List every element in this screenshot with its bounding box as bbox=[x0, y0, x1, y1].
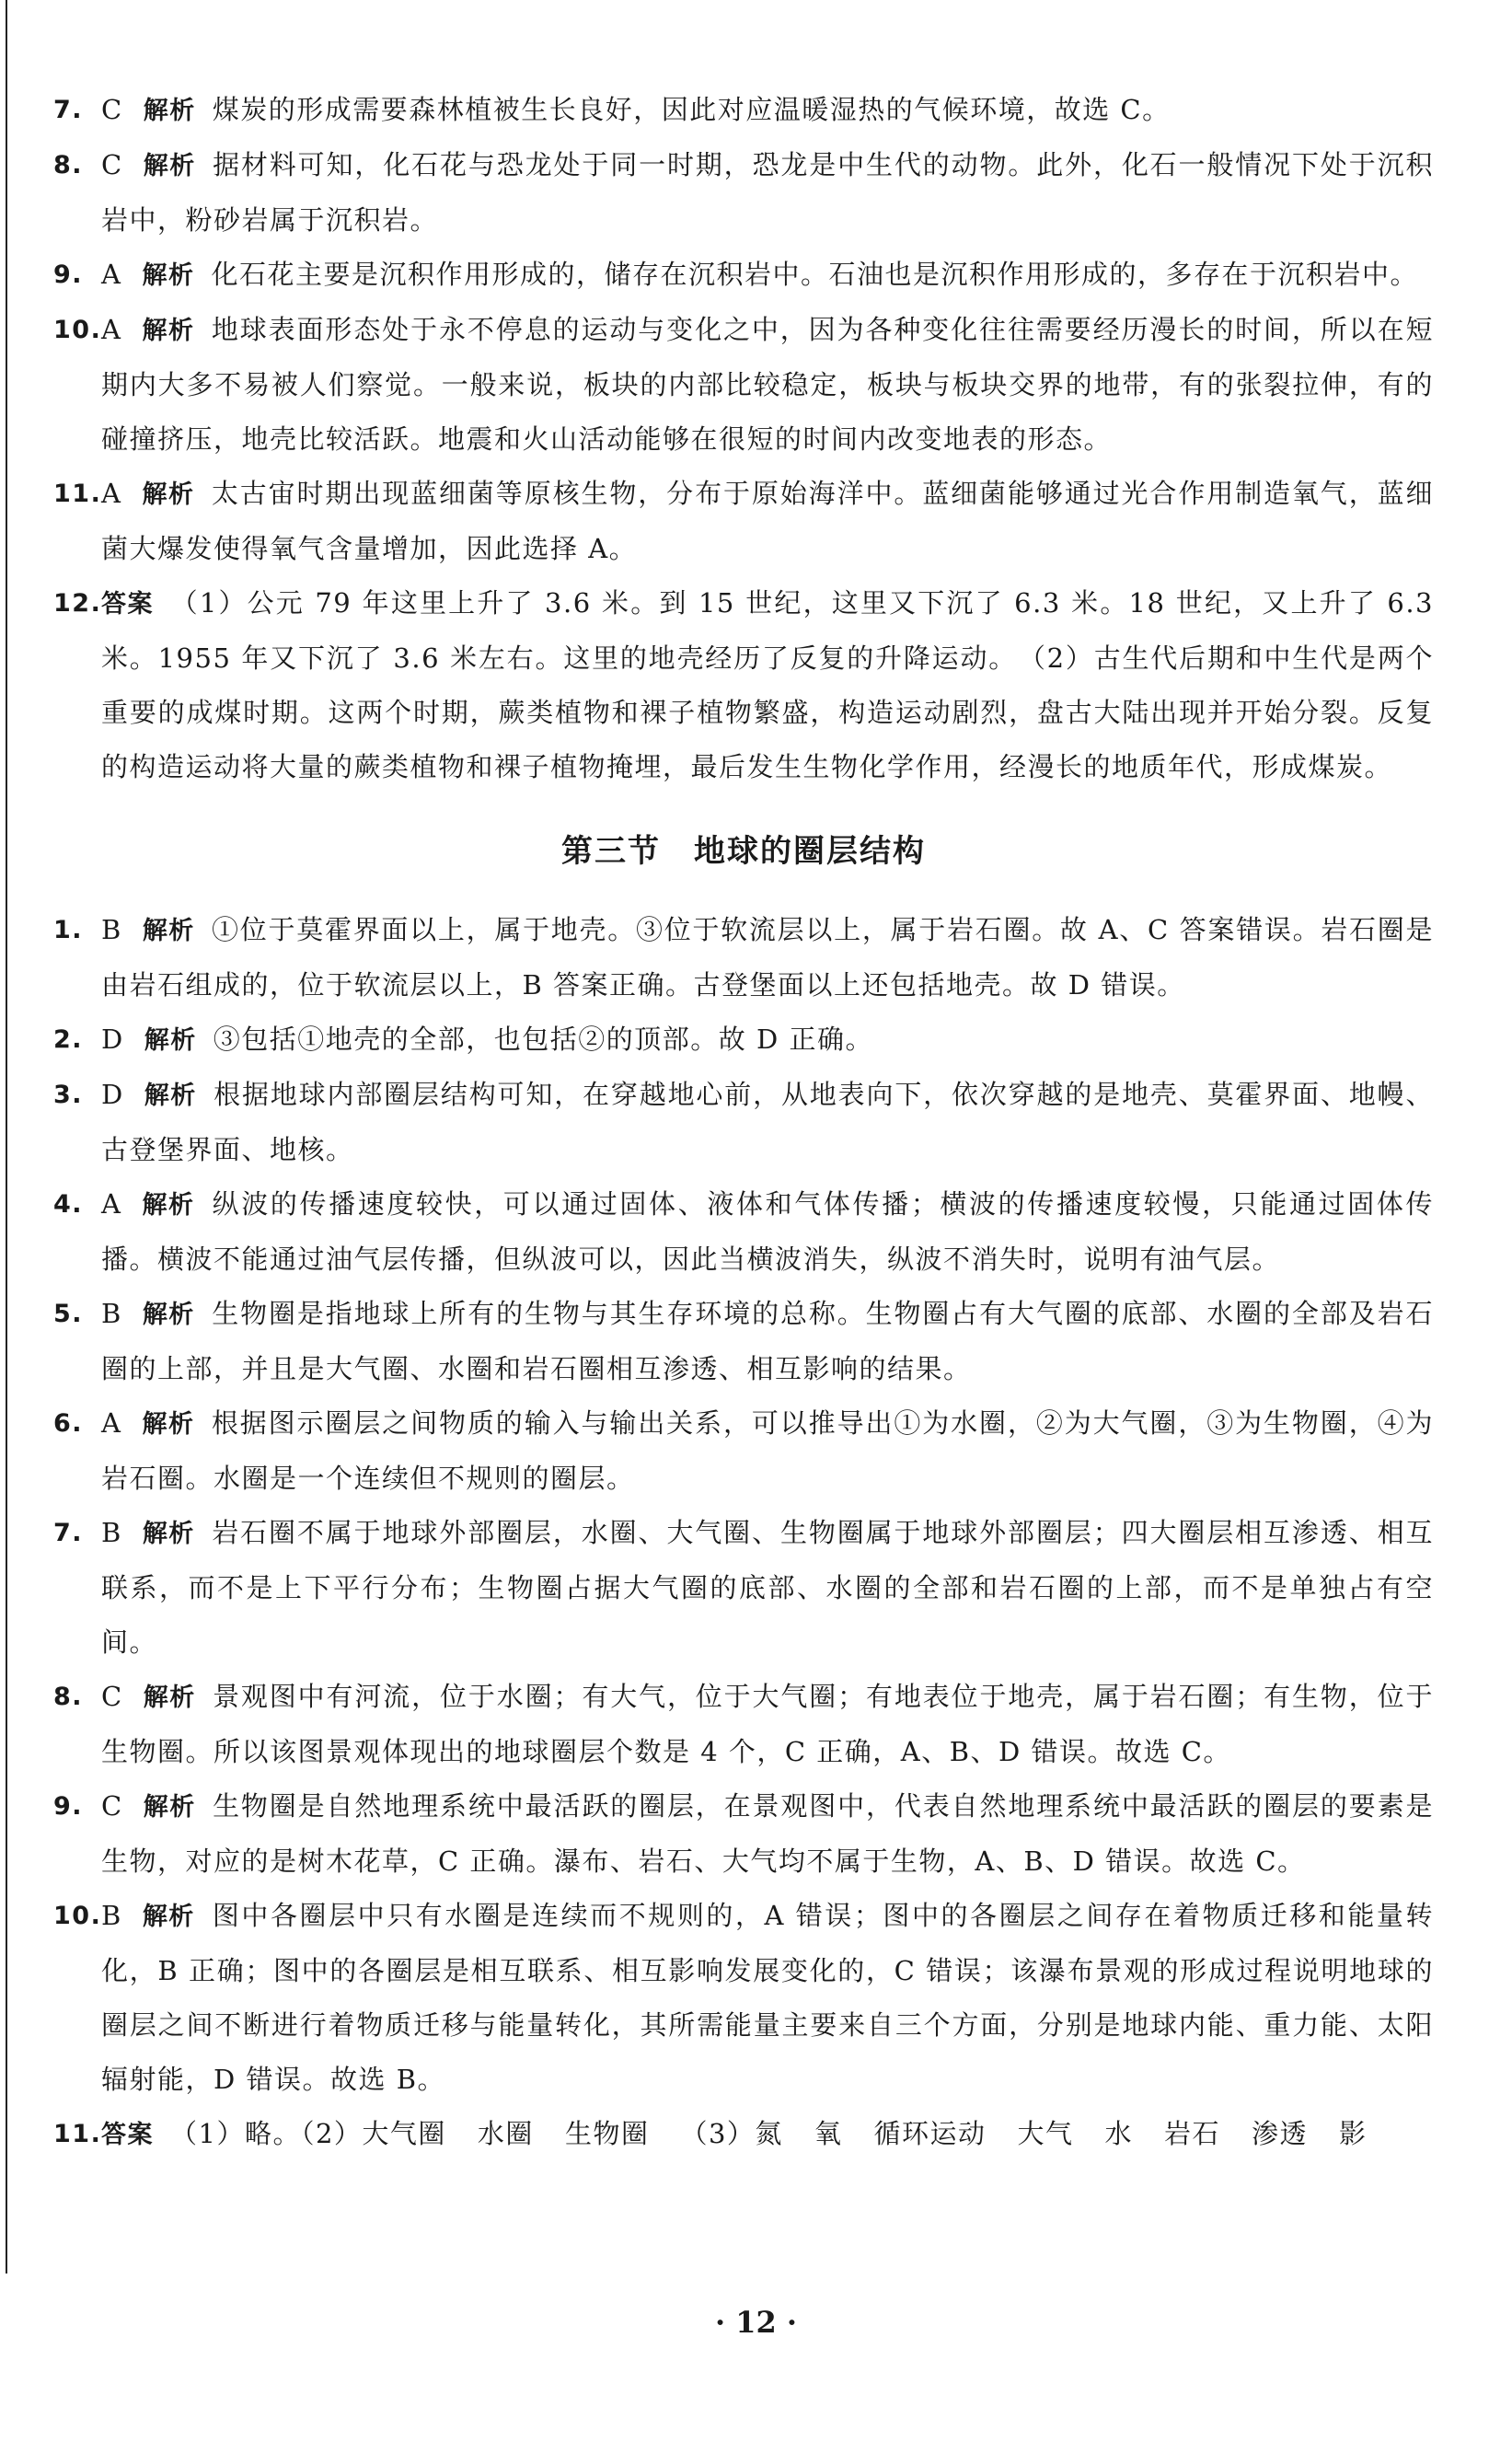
item-answer: A bbox=[101, 259, 122, 290]
fill-answer: 渗透 bbox=[1252, 2118, 1309, 2149]
item-answer: C bbox=[101, 94, 123, 125]
answer-item bbox=[53, 1506, 1434, 1670]
answer-item bbox=[53, 2107, 1434, 2162]
item-answer: A bbox=[101, 314, 122, 345]
item-answer: B bbox=[101, 1900, 122, 1931]
item-text: 生物圈是指地球上所有的生物与其生存环境的总称。生物圈占有大气圈的底部、水圈的全部及岩石圈的上部，并且是大气圈、水圈和岩石圈相互渗透、相互影响的结果。 bbox=[101, 1298, 1434, 1384]
item-label: 解析 bbox=[143, 1684, 196, 1712]
item-number: 5. bbox=[53, 1300, 84, 1328]
answer-item bbox=[53, 1287, 1434, 1396]
item-part-2-prefix: （2） bbox=[300, 2118, 363, 2149]
item-number: 7. bbox=[53, 96, 84, 124]
item-number: 11. bbox=[53, 2120, 102, 2148]
item-text: 图中各圈层中只有水圈是连续而不规则的，A 错误；图中的各圈层之间存在着物质迁移和能量转化，B 正确；图中的各圈层是相互联系、相互影响发展变化的，C 错误；该瀑布景观的形成过程说明地球的圈层之间不断进行着物质迁移与能量转化，其所需能量主要来自三个方面，分别是地球内能、重力能、太阳辐射能，D 错误。故选 B。 bbox=[101, 1900, 1434, 2095]
item-text: （1）公元 79 年这里上升了 3.6 米。到 15 世纪，这里又下沉了 6.3 米。18 世纪，又上升了 6.3 米。1955 年又下沉了 3.6 米左右。这里的地壳经历了反复的升降运动。 （2）古生代后期和中生代是两个重要的成煤时期。这两个时期，蕨类植物和裸子植物繁盛，构造运动剧烈，盘古大陆出现并开始分裂。反复的构造运动将大量的蕨类植物和裸子植物掩埋，最后发生生物化学作用，经漫长的地质年代，形成煤炭。 bbox=[101, 587, 1434, 782]
item-number: 11. bbox=[53, 480, 102, 508]
item-answer: A bbox=[101, 1188, 122, 1220]
item-text: 生物圈是自然地理系统中最活跃的圈层，在景观图中，代表自然地理系统中最活跃的圈层的要素是生物，对应的是树木花草，C 正确。瀑布、岩石、大气均不属于生物，A、B、D 错误。故选 C。 bbox=[101, 1790, 1434, 1877]
page-number: · 12 · bbox=[714, 2305, 798, 2340]
section-title: 第三节 地球的圈层结构 bbox=[561, 833, 926, 870]
fill-answer: 循环运动 bbox=[873, 2118, 987, 2149]
item-label: 答案 bbox=[101, 590, 154, 619]
item-part-3-prefix: （3） bbox=[680, 2118, 756, 2149]
item-number: 10. bbox=[53, 316, 102, 344]
item-text: 化石花主要是沉积作用形成的，储存在沉积岩中。石油也是沉积作用形成的，多存在于沉积岩中。 bbox=[211, 259, 1418, 290]
answer-item bbox=[53, 1068, 1434, 1177]
item-text: 根据地球内部圈层结构可知，在穿越地心前，从地表向下，依次穿越的是地壳、莫霍界面、地幔、古登堡界面、地核。 bbox=[101, 1079, 1434, 1165]
item-text: 根据图示圈层之间物质的输入与输出关系，可以推导出①为水圈，②为大气圈，③为生物圈，④为岩石圈。水圈是一个连续但不规则的圈层。 bbox=[101, 1407, 1434, 1494]
item-number: 10. bbox=[53, 1902, 102, 1930]
fill-answer: 水圈 bbox=[477, 2118, 534, 2149]
item-label: 解析 bbox=[142, 1410, 195, 1439]
item-text: 据材料可知，化石花与恐龙处于同一时期，恐龙是中生代的动物。此外，化石一般情况下处于沉积岩中，粉砂岩属于沉积岩。 bbox=[101, 149, 1434, 236]
answer-item bbox=[53, 83, 1434, 138]
item-label: 解析 bbox=[143, 97, 196, 125]
answer-content bbox=[53, 83, 1434, 2162]
item-label: 解析 bbox=[142, 917, 195, 945]
fill-answer: 生物圈 bbox=[564, 2118, 650, 2149]
item-number: 1. bbox=[53, 916, 84, 944]
fill-answer: 水 bbox=[1104, 2118, 1133, 2149]
answer-item bbox=[53, 903, 1434, 1012]
fill-answer: 影 bbox=[1339, 2118, 1368, 2149]
item-answer: C bbox=[101, 1790, 123, 1822]
item-answer: A bbox=[101, 478, 122, 509]
fill-answer: 氮 bbox=[755, 2118, 783, 2149]
item-number: 8. bbox=[53, 151, 84, 179]
item-number: 7. bbox=[53, 1519, 84, 1547]
item-number: 6. bbox=[53, 1409, 84, 1438]
answer-item bbox=[53, 1177, 1434, 1287]
item-number: 3. bbox=[53, 1081, 84, 1109]
item-number: 9. bbox=[53, 260, 84, 289]
fill-answer: 氧 bbox=[814, 2118, 843, 2149]
item-label: 解析 bbox=[142, 1903, 195, 1931]
fill-answer: 岩石 bbox=[1163, 2118, 1220, 2149]
answer-item bbox=[53, 1012, 1434, 1068]
answer-item bbox=[53, 467, 1434, 576]
answer-item bbox=[53, 248, 1434, 303]
item-text: ③包括①地壳的全部，也包括②的顶部。故 D 正确。 bbox=[213, 1024, 873, 1055]
item-label: 解析 bbox=[142, 1191, 195, 1220]
item-number: 12. bbox=[53, 589, 102, 618]
answer-item bbox=[53, 1670, 1434, 1779]
margin-rule bbox=[6, 0, 7, 2274]
item-text: 煤炭的形成需要森林植被生长良好，因此对应温暖湿热的气候环境，故选 C。 bbox=[212, 94, 1171, 125]
item-label: 解析 bbox=[142, 1301, 195, 1329]
item-number: 2. bbox=[53, 1025, 84, 1054]
item-answer: B bbox=[101, 1298, 122, 1329]
item-label: 解析 bbox=[142, 1520, 195, 1548]
item-label: 解析 bbox=[144, 1026, 197, 1055]
item-label: 解析 bbox=[142, 317, 195, 345]
fill-answer: 大气圈 bbox=[362, 2118, 446, 2149]
item-text: 太古宙时期出现蓝细菌等原核生物，分布于原始海洋中。蓝细菌能够通过光合作用制造氧气，蓝细菌大爆发使得氧气含量增加，因此选择 A。 bbox=[101, 478, 1434, 564]
item-text: 地球表面形态处于永不停息的运动与变化之中，因为各种变化往往需要经历漫长的时间，所以在短期内大多不易被人们察觉。一般来说，板块的内部比较稳定，板块与板块交界的地带，有的张裂拉伸，有的碰撞挤压，地壳比较活跃。地震和火山活动能够在很短的时间内改变地表的形态。 bbox=[101, 314, 1434, 455]
item-answer: D bbox=[101, 1079, 124, 1110]
answer-item bbox=[53, 303, 1434, 467]
item-answer: B bbox=[101, 1517, 122, 1548]
item-number: 4. bbox=[53, 1190, 84, 1219]
item-answer: B bbox=[101, 914, 122, 945]
item-answer: C bbox=[101, 149, 123, 180]
item-number: 8. bbox=[53, 1683, 84, 1711]
answer-item bbox=[53, 1889, 1434, 2107]
item-text: 景观图中有河流，位于水圈；有大气，位于大气圈；有地表位于地壳，属于岩石圈；有生物，位于生物圈。所以该图景观体现出的地球圈层个数是 4 个，C 正确，A、B、D 错误。故选 C。 bbox=[101, 1681, 1434, 1767]
item-number: 9. bbox=[53, 1792, 84, 1821]
item-answer: D bbox=[101, 1024, 124, 1055]
item-label: 答案 bbox=[101, 2121, 154, 2149]
answer-item bbox=[53, 138, 1434, 248]
item-text: ①位于莫霍界面以上，属于地壳。③位于软流层以上，属于岩石圈。故 A、C 答案错误。岩石圈是由岩石组成的，位于软流层以上，B 答案正确。古登堡面以上还包括地壳。故 D 错误。 bbox=[101, 914, 1434, 1001]
item-answer: C bbox=[101, 1681, 123, 1712]
answer-item bbox=[53, 576, 1434, 794]
item-text: 岩石圈不属于地球外部圈层，水圈、大气圈、生物圈属于地球外部圈层；四大圈层相互渗透、相互联系，而不是上下平行分布；生物圈占据大气圈的底部、水圈的全部和岩石圈的上部，而不是单独占有空间。 bbox=[101, 1517, 1434, 1658]
item-label: 解析 bbox=[143, 152, 196, 180]
answer-item bbox=[53, 1779, 1434, 1889]
answer-item bbox=[53, 1396, 1434, 1506]
item-label: 解析 bbox=[144, 1082, 197, 1110]
fill-answer: 大气 bbox=[1017, 2118, 1074, 2149]
item-part-1: （1）略。 bbox=[170, 2118, 301, 2149]
item-text: 纵波的传播速度较快，可以通过固体、液体和气体传播；横波的传播速度较慢，只能通过固体传播。横波不能通过油气层传播，但纵波可以，因此当横波消失，纵波不消失时，说明有油气层。 bbox=[101, 1188, 1434, 1275]
item-label: 解析 bbox=[142, 261, 195, 290]
item-label: 解析 bbox=[143, 1793, 196, 1822]
item-label: 解析 bbox=[142, 480, 195, 509]
item-answer: A bbox=[101, 1407, 122, 1439]
